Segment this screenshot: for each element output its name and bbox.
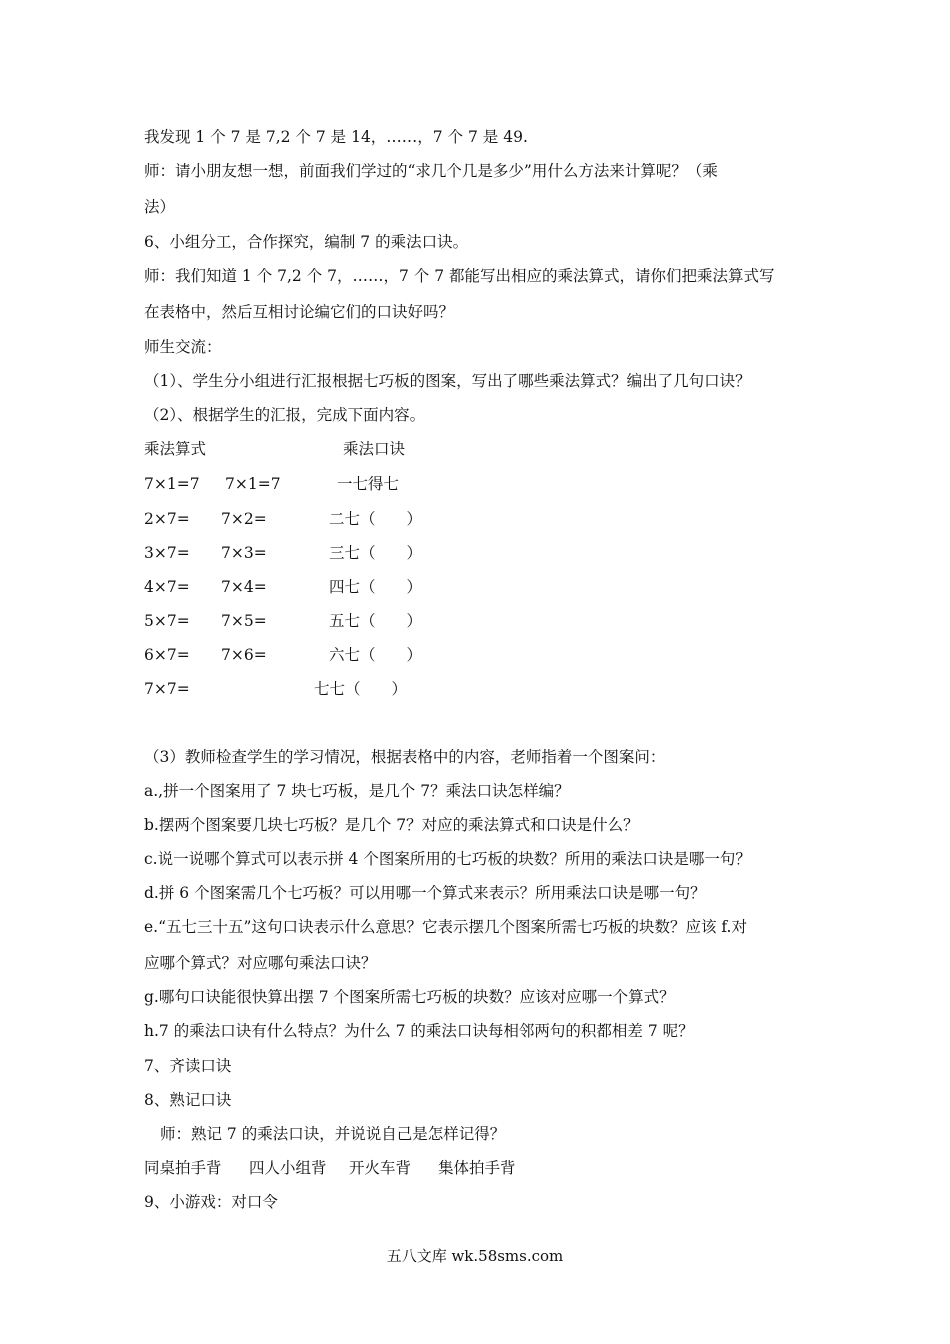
table-cell: 四七（ ）	[329, 578, 423, 596]
question-item: d.拼 6 个图案需几个七巧板？可以用哪一个算式来表示？所用乘法口诀是哪一句？	[144, 884, 706, 902]
table-cell: 2×7=	[144, 510, 190, 528]
table-cell: 6×7=	[144, 646, 190, 664]
method-item: 同桌拍手背	[144, 1159, 222, 1177]
table-cell: 4×7=	[144, 578, 190, 596]
question-item: g.哪句口诀能很快算出摆 7 个图案所需七巧板的块数？应该对应哪一个算式？	[144, 988, 675, 1006]
question-item: a.,拼一个图案用了 7 块七巧板，是几个 7？乘法口诀怎样编？	[144, 782, 570, 800]
method-item: 四人小组背	[249, 1159, 327, 1177]
table-cell: 五七（ ）	[329, 612, 423, 630]
table-cell: 7×1=7	[225, 475, 281, 493]
table-cell: 七七（ ）	[314, 680, 408, 698]
text-line: 师生交流：	[144, 338, 222, 356]
text-line: 在表格中，然后互相讨论编它们的口诀好吗？	[144, 303, 455, 321]
table-cell: 六七（ ）	[329, 646, 423, 664]
table-cell: 7×2=	[221, 510, 267, 528]
table-cell: 7×6=	[221, 646, 267, 664]
section-heading: 7、齐读口诀	[144, 1057, 232, 1075]
table-cell: 7×3=	[221, 544, 267, 562]
section-heading: 8、熟记口诀	[144, 1091, 232, 1109]
text-line: 师：我们知道 1 个 7,2 个 7，……，7 个 7 都能写出相应的乘法算式，请你们把乘法算式写	[144, 267, 775, 285]
table-cell: 三七（ ）	[329, 544, 423, 562]
table-cell: 3×7=	[144, 544, 190, 562]
text-line: 师：请小朋友想一想，前面我们学过的“求几个几是多少”用什么方法来计算呢？（乘	[144, 162, 718, 180]
table-cell: 5×7=	[144, 612, 190, 630]
question-item: b.摆两个图案要几块七巧板？是几个 7？对应的乘法算式和口诀是什么？	[144, 816, 639, 834]
table-cell: 7×4=	[221, 578, 267, 596]
question-item: 应哪个算式？对应哪句乘法口诀？	[144, 954, 377, 972]
table-cell: 7×7=	[144, 680, 190, 698]
table-header-formula: 乘法算式	[144, 440, 207, 458]
table-cell: 一七得七	[337, 475, 400, 493]
text-line: （3）教师检查学生的学习情况，根据表格中的内容，老师指着一个图案问：	[144, 748, 666, 766]
section-heading: 6、小组分工，合作探究，编制 7 的乘法口诀。	[144, 233, 469, 251]
text-line: （2）、根据学生的汇报，完成下面内容。	[144, 406, 426, 424]
question-item: e.“五七三十五”这句口诀表示什么意思？它表示摆几个图案所需七巧板的块数？应该 f.对	[144, 918, 747, 936]
table-cell: 7×1=7	[144, 475, 200, 493]
table-cell: 二七（ ）	[329, 510, 423, 528]
text-line: 法）	[144, 198, 176, 216]
method-item: 集体拍手背	[438, 1159, 516, 1177]
method-item: 开火车背	[349, 1159, 412, 1177]
section-heading: 9、小游戏：对口令	[144, 1193, 278, 1211]
text-line: 我发现 1 个 7 是 7,2 个 7 是 14，……，7 个 7 是 49.	[144, 128, 528, 146]
text-line: 师：熟记 7 的乘法口诀，并说说自己是怎样记得？	[160, 1125, 506, 1143]
question-item: h.7 的乘法口诀有什么特点？为什么 7 的乘法口诀每相邻两句的积都相差 7 呢？	[144, 1022, 694, 1040]
text-line: （1）、学生分小组进行汇报根据七巧板的图案，写出了哪些乘法算式？编出了几句口诀？	[144, 372, 751, 390]
question-item: c.说一说哪个算式可以表示拼 4 个图案所用的七巧板的块数？所用的乘法口诀是哪一句？	[144, 850, 751, 868]
table-cell: 7×5=	[221, 612, 267, 630]
page-footer: 五八文库 wk.58sms.com	[386, 1247, 564, 1265]
table-header-rhyme: 乘法口诀	[343, 440, 406, 458]
